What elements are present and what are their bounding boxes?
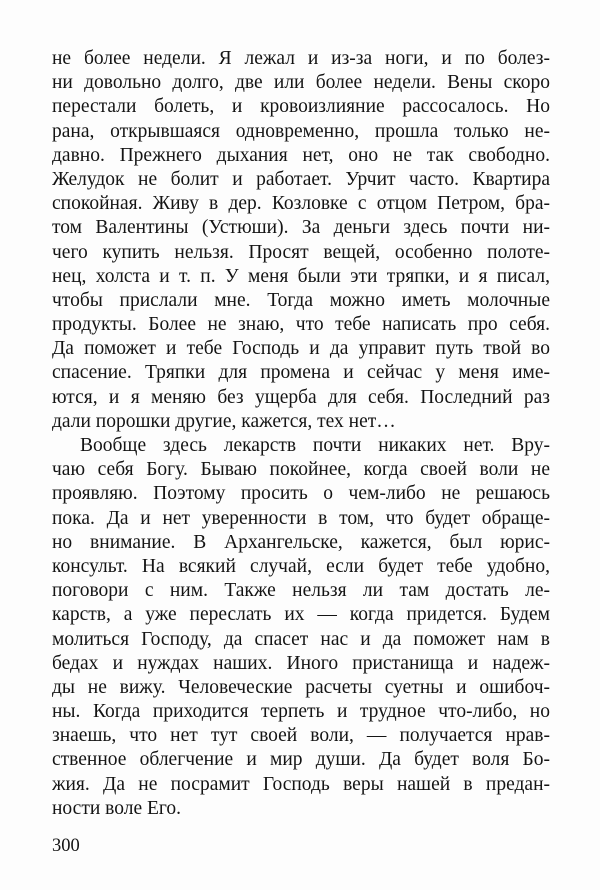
text-line: спокойная. Живу в дер. Козловке с отцом Петром, бра- [52, 193, 550, 215]
text-line: ны. Когда приходится терпеть и трудное что-либо, но [52, 701, 550, 723]
text-line: жия. Да не посрамит Господь веры нашей в предан- [52, 773, 550, 795]
text-line: Да поможет и тебе Господь и да управит путь твой во [52, 338, 550, 360]
text-line: поговори с ним. Также нельзя ли там достать ле- [52, 580, 550, 602]
text-line: не более недели. Я лежал и из-за ноги, и по болез- [52, 48, 550, 69]
text-line: знаешь, что нет тут своей воли, — получается нрав- [52, 725, 550, 747]
text-line: чаю себя Богу. Бываю покойнее, когда своей воли не [52, 459, 550, 481]
text-line: карств, а уже переслать их — когда придется. Будем [52, 604, 550, 626]
text-line: перестали болеть, и кровоизлияние рассосалось. Но [52, 96, 550, 118]
text-line: дали порошки другие, кажется, тех нет… [52, 410, 396, 432]
text-line: молиться Господу, да спасет нас и да поможет нам в [52, 628, 550, 650]
text-line: Вообще здесь лекарств почти никаких нет. Вру- [80, 435, 550, 456]
text-line: продукты. Более не знаю, что тебе написать про себя. [52, 314, 550, 336]
text-line: ды не вижу. Человеческие расчеты суетны и ошибоч- [52, 676, 550, 698]
page-text [52, 47, 550, 821]
text-line: но внимание. В Архангельске, кажется, был юрис- [52, 531, 550, 553]
page-number: 300 [52, 836, 80, 856]
text-line: нец, холста и т. п. У меня были эти тряпки, и я писал, [52, 265, 550, 287]
text-line: ности воле Его. [52, 797, 182, 819]
text-line: ственное облегчение и мир души. Да будет воля Бо- [52, 749, 550, 771]
text-line: чего купить нельзя. Просят вещей, особенно полоте- [52, 241, 550, 263]
text-line: пока. Да и нет уверенности в том, что будет обраще- [52, 507, 550, 529]
text-line: проявляю. Поэтому просить о чем-либо не решаюсь [52, 483, 550, 505]
text-line: ни довольно долго, две или более недели. Вены скоро [52, 72, 550, 94]
text-line: рана, открывшаяся одновременно, прошла только не- [52, 120, 550, 142]
text-line: давно. Прежнего дыхания нет, оно не так свободно. [52, 144, 550, 166]
text-line: спасение. Тряпки для промена и сейчас у меня име- [52, 362, 550, 384]
text-line: чтобы прислали мне. Тогда можно иметь молочные [52, 289, 550, 311]
text-line: том Валентины (Устюши). За деньги здесь почти ни- [52, 217, 550, 239]
text-line: бедах и нуждах наших. Иного пристанища и надеж- [52, 652, 550, 674]
text-line: Желудок не болит и работает. Урчит часто. Квартира [52, 168, 550, 190]
text-line: ются, и я меняю без ущерба для себя. Последний раз [52, 386, 550, 408]
text-line: консульт. На всякий случай, если будет тебе удобно, [52, 555, 550, 577]
